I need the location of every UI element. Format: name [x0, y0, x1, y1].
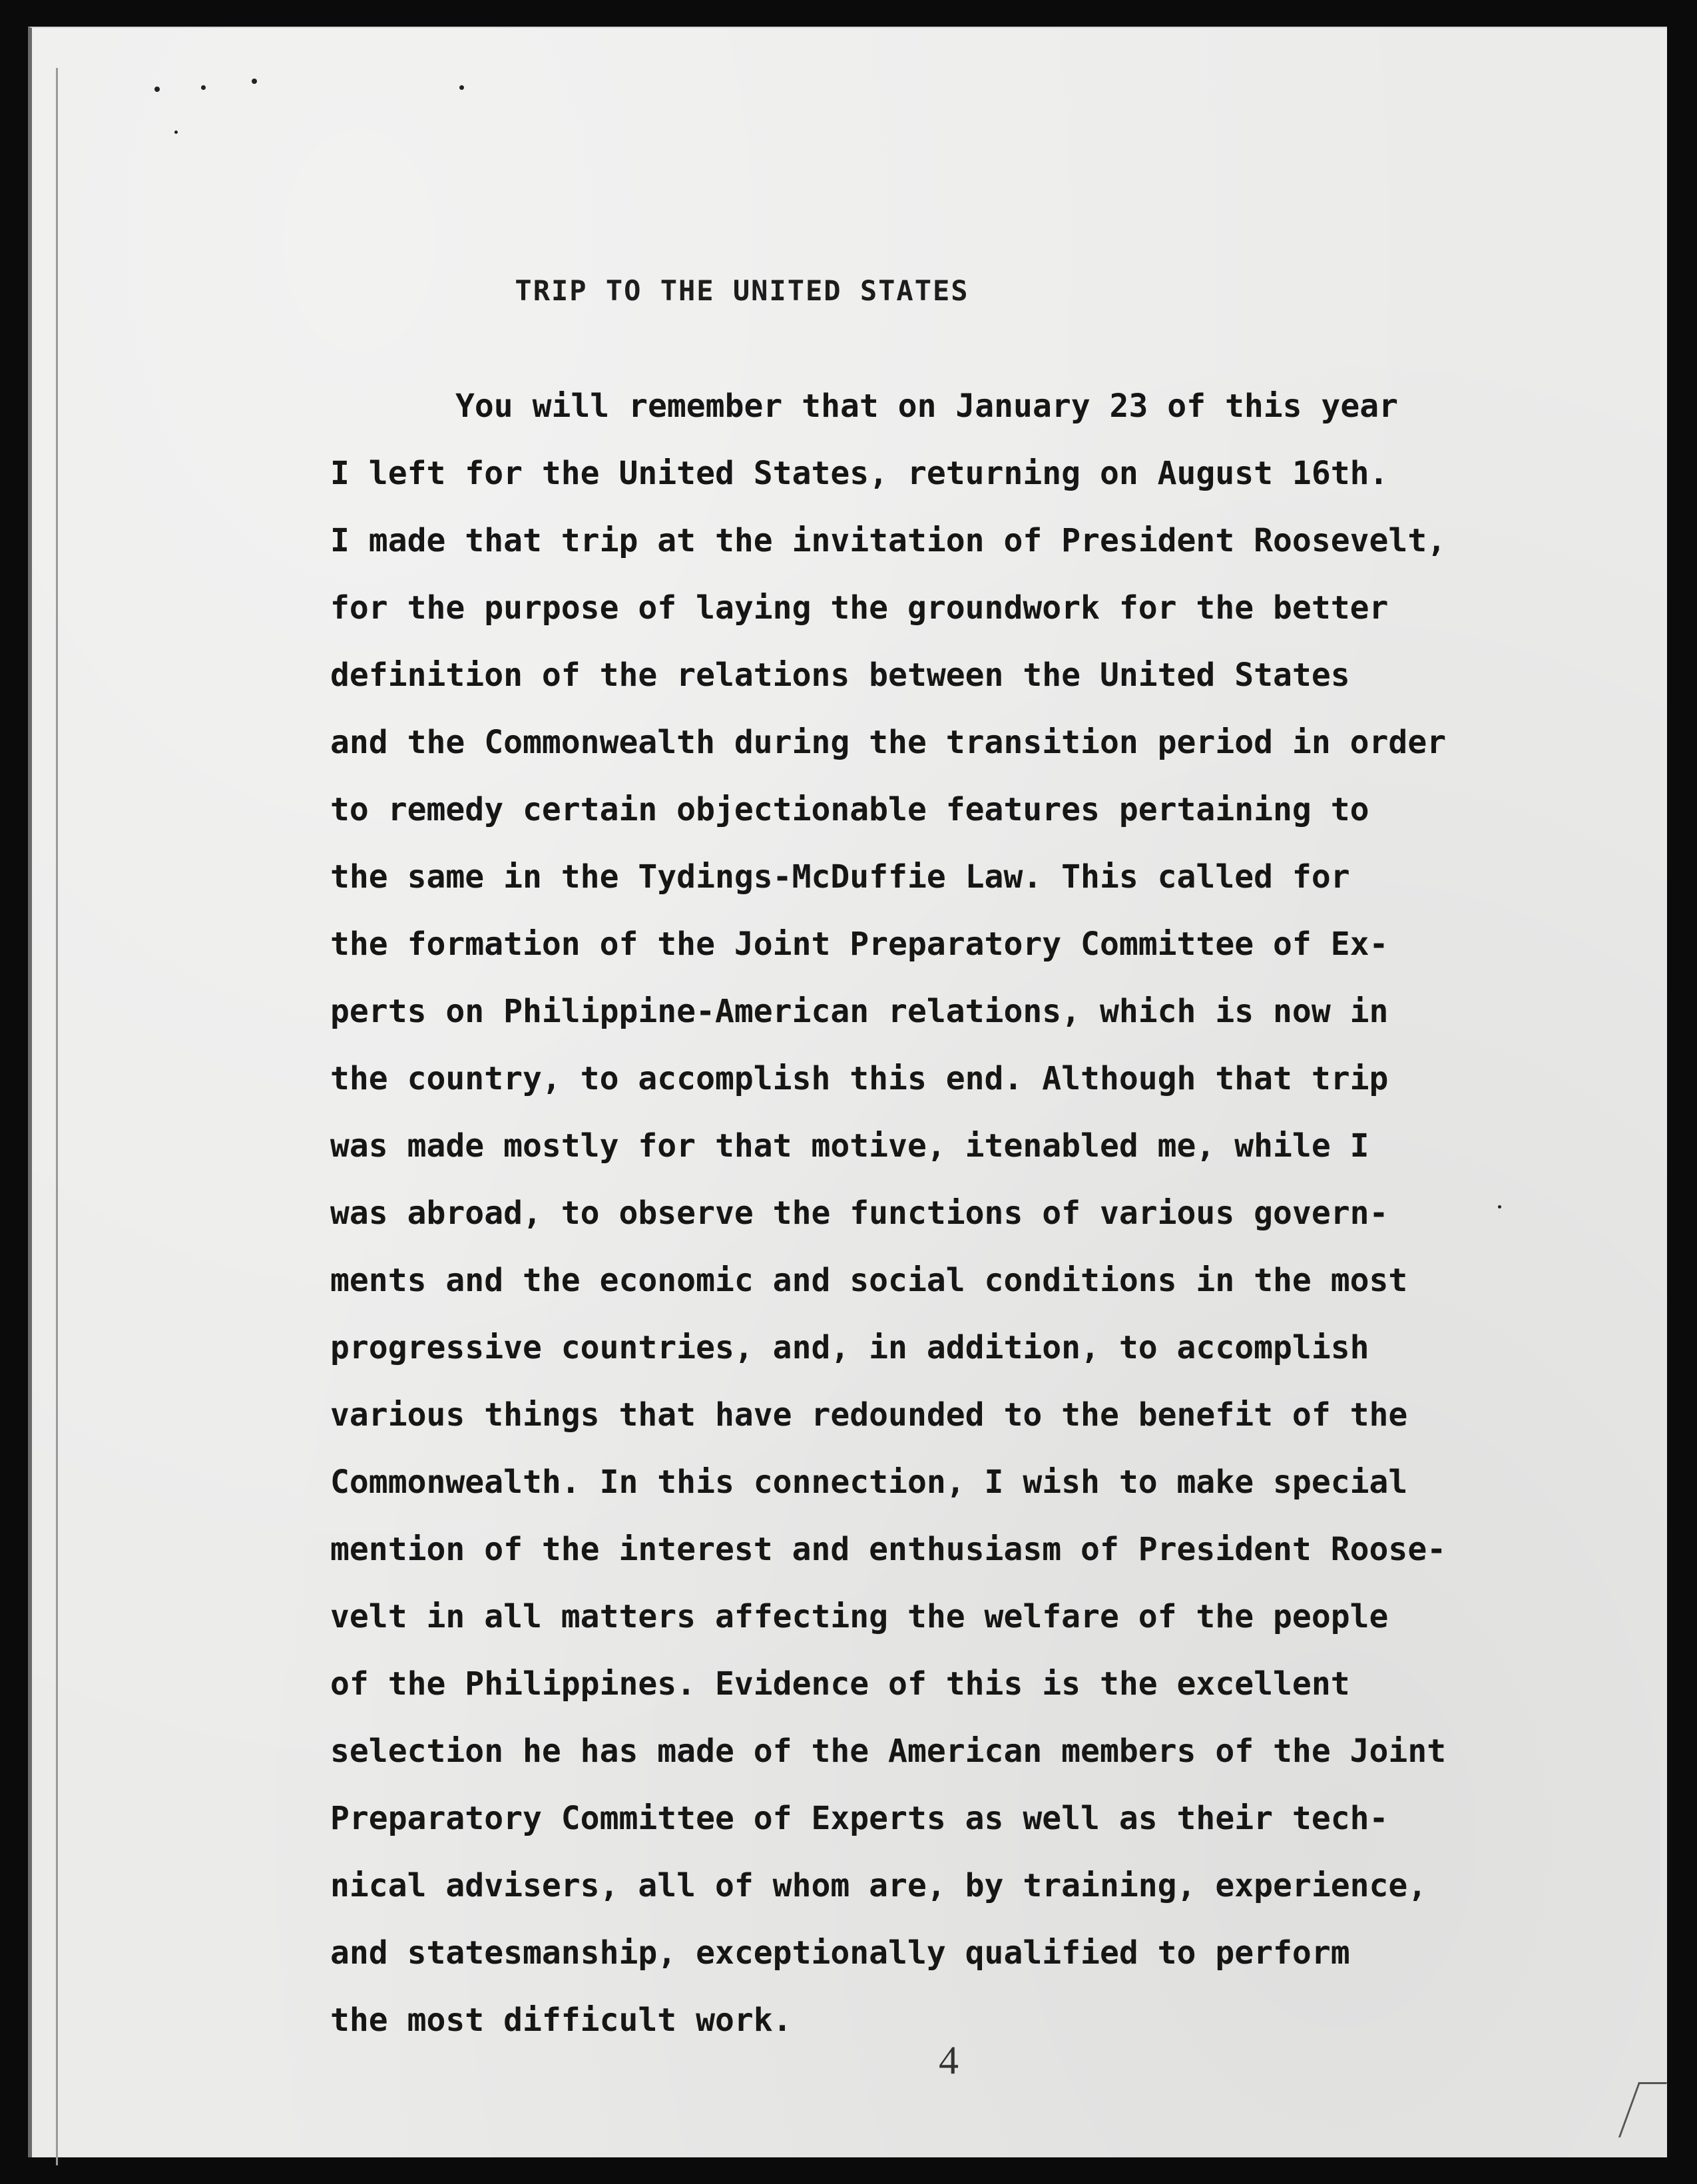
text-line: progressive countries, and, in addition, to accomplish — [330, 1329, 1369, 1366]
text-line: Commonwealth. In this connection, I wish to make special — [330, 1464, 1408, 1501]
page-number: 4 — [939, 2038, 959, 2082]
text-line: I made that trip at the invitation of President Roosevelt, — [330, 522, 1447, 559]
text-line: ments and the economic and social conditions in the most — [330, 1262, 1408, 1299]
scan-speck — [459, 85, 464, 90]
scan-speck — [252, 79, 257, 84]
text-line: selection he has made of the American members of the Joint — [330, 1733, 1447, 1770]
page-edge-shadow — [56, 68, 58, 2165]
scan-speck — [201, 85, 206, 90]
text-line: the formation of the Joint Preparatory Committee of Ex- — [330, 926, 1389, 963]
document-title: TRIP TO THE UNITED STATES — [515, 274, 969, 307]
text-line: of the Philippines. Evidence of this is the excellent — [330, 1665, 1350, 1703]
document-body — [330, 373, 1529, 2054]
text-line: velt in all matters affecting the welfare of the people — [330, 1598, 1389, 1635]
text-line: various things that have redounded to the benefit of the — [330, 1396, 1408, 1434]
text-line: and the Commonwealth during the transition period in order — [330, 724, 1447, 761]
text-line: was made mostly for that motive, itenabled me, while I — [330, 1127, 1369, 1165]
text-line: for the purpose of laying the groundwork for the better — [330, 589, 1389, 627]
text-line: definition of the relations between the United States — [330, 657, 1350, 694]
text-line: was abroad, to observe the functions of various govern- — [330, 1195, 1389, 1232]
text-line: I left for the United States, returning on August 16th. — [330, 455, 1389, 492]
text-line: You will remember that on January 23 of this year — [455, 388, 1399, 425]
text-line: and statesmanship, exceptionally qualified to perform — [330, 1934, 1350, 1972]
text-line: the same in the Tydings-McDuffie Law. This called for — [330, 858, 1350, 896]
text-line: nical advisers, all of whom are, by training, experience, — [330, 1867, 1427, 1904]
text-line: the country, to accomplish this end. Although that trip — [330, 1060, 1389, 1097]
text-line: the most difficult work. — [330, 2002, 792, 2039]
scan-speck — [154, 87, 160, 92]
text-line: to remedy certain objectionable features pertaining to — [330, 791, 1369, 828]
scan-speck — [174, 131, 178, 134]
text-line: Preparatory Committee of Experts as well as their tech- — [330, 1800, 1389, 1837]
text-line: mention of the interest and enthusiasm of President Roose- — [330, 1531, 1447, 1568]
text-line: perts on Philippine-American relations, which is now in — [330, 993, 1389, 1030]
